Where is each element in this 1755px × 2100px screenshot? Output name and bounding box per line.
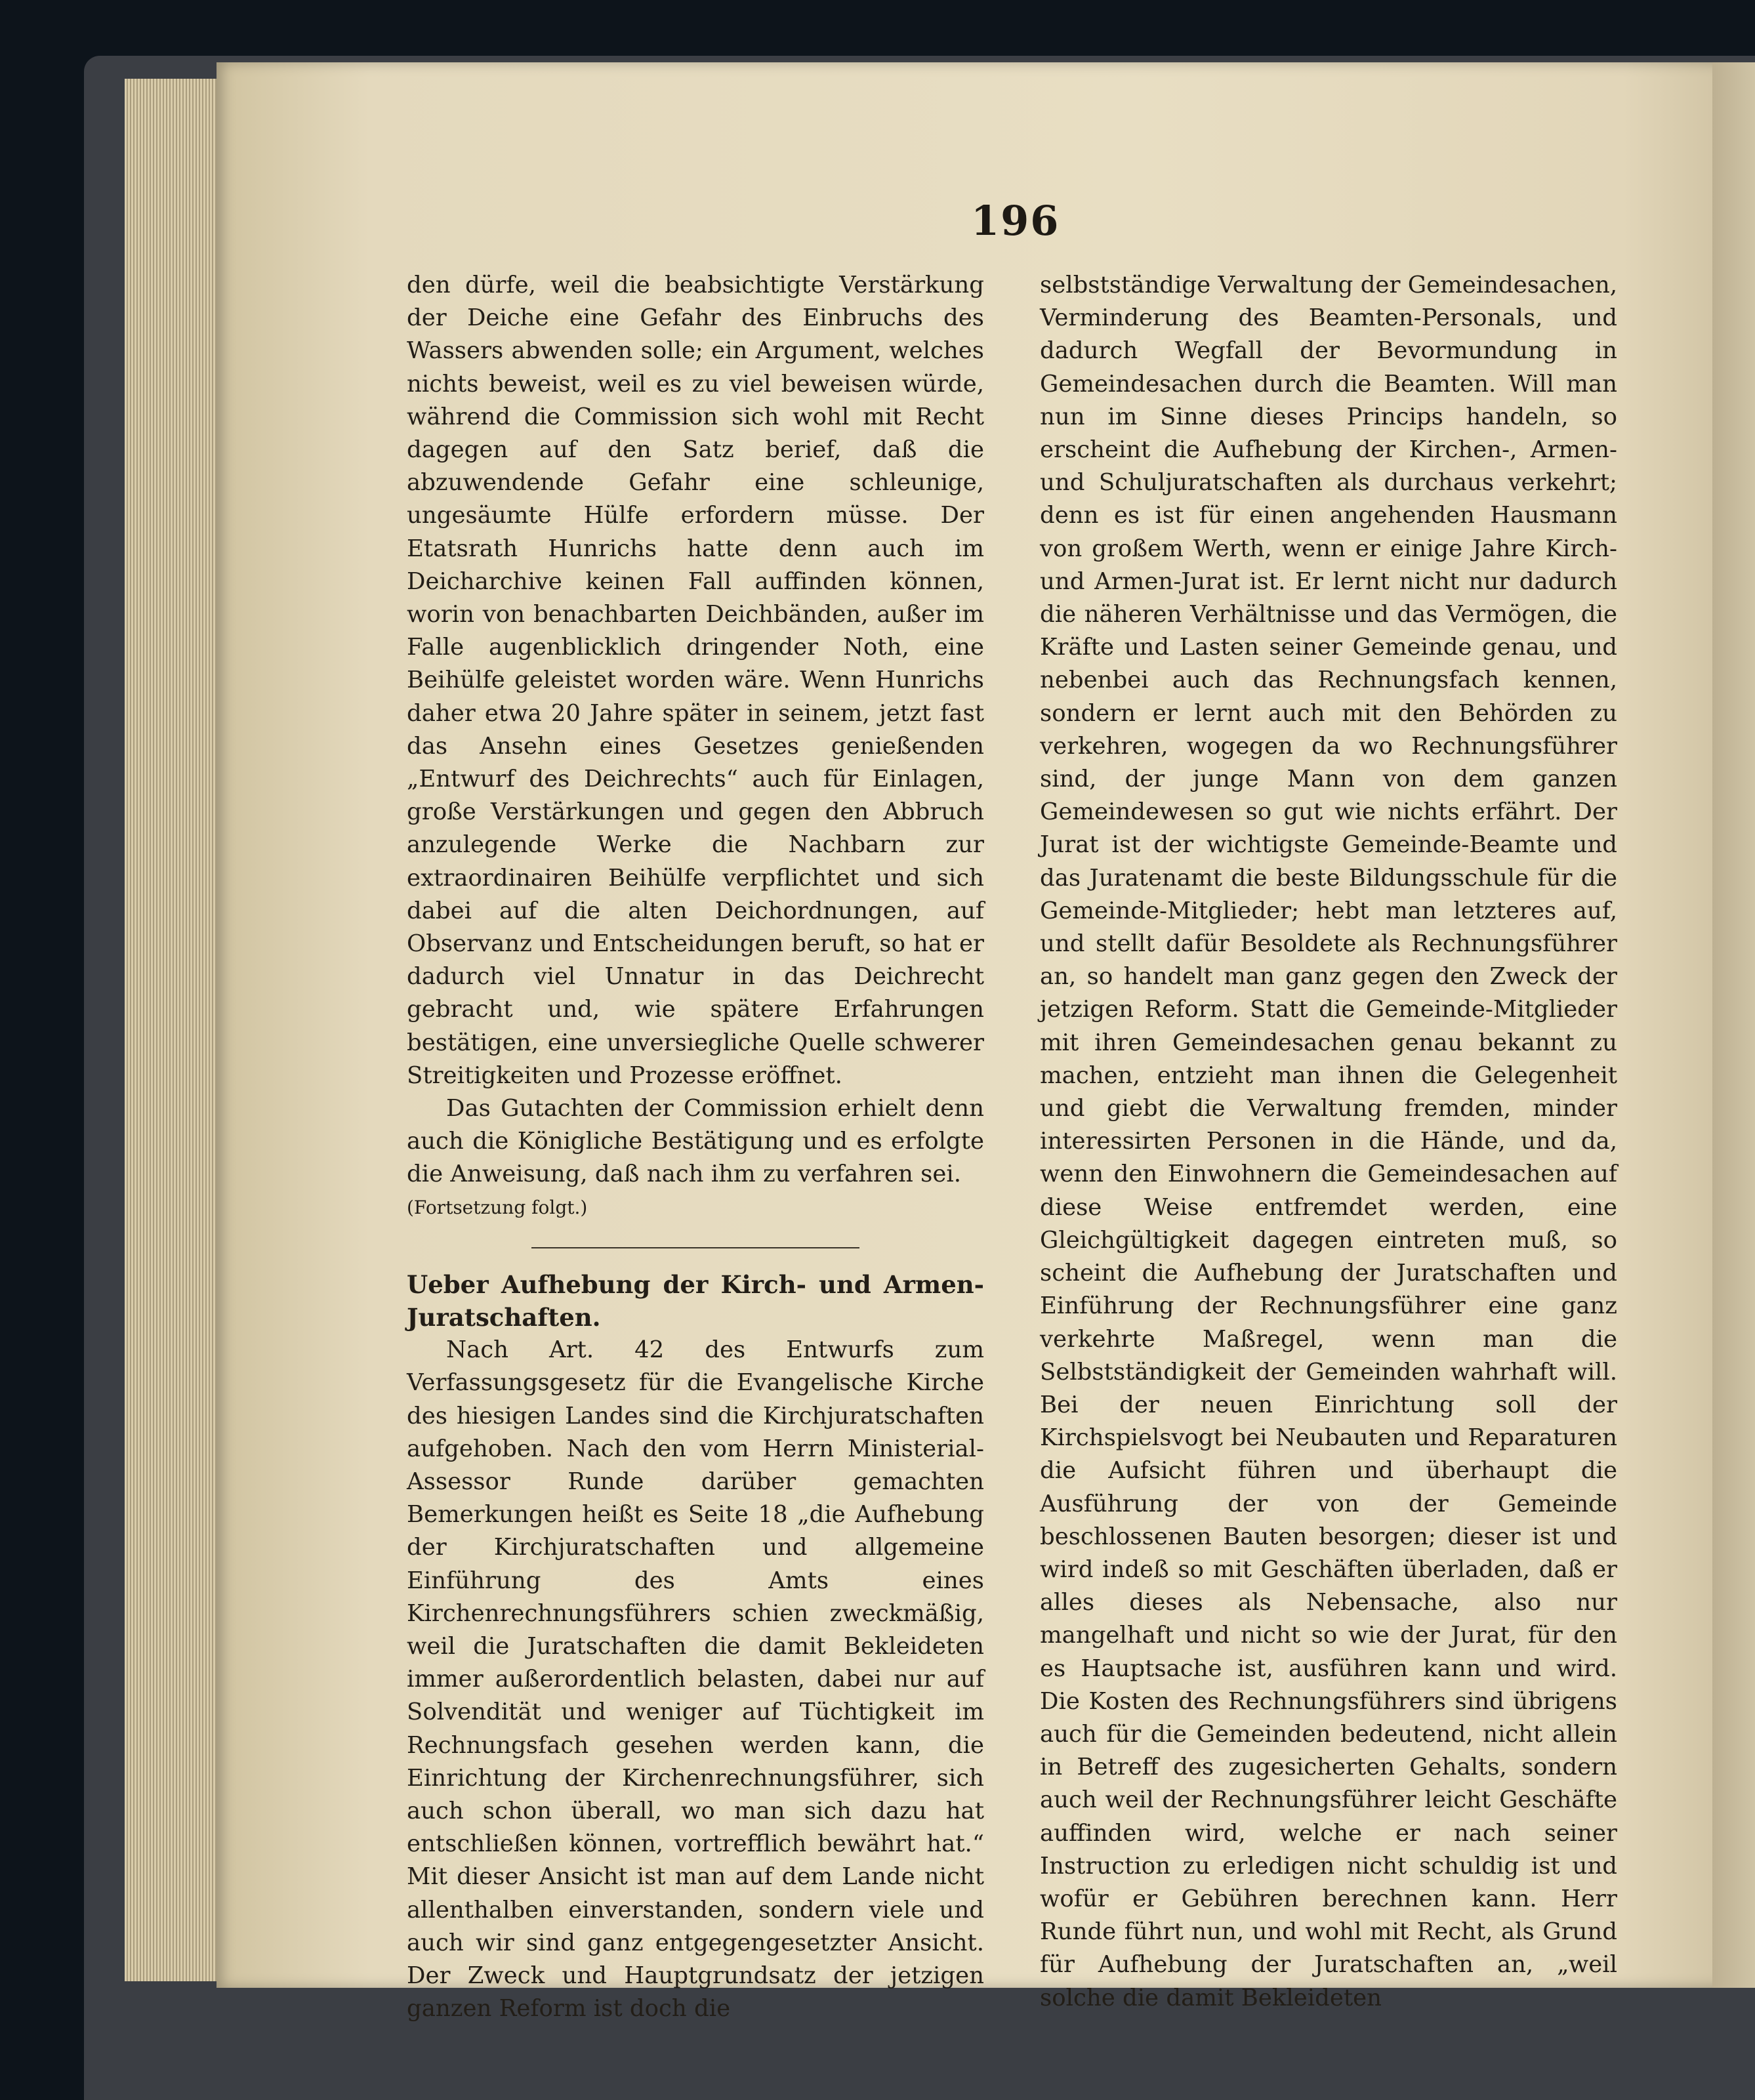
left-paragraph-3: Nach Art. 42 des Entwurfs zum Verfassungsgesetz für die Evangelische Kirche des hiesigen Landes sind die Kirchjuratschaften aufgehoben. Nach den vom Herrn Ministerial-Assessor Runde darüber gemachten Bemerkungen heißt es Seite 18 „die Aufhebung der Kirchjuratschaften und allgemeine Einführung des Amts eines Kirchenrechnungsführers schien zweckmäßig, weil die Juratschaften die damit Bekleideten immer außerordentlich belasten, dabei nur auf Solvendität und weniger auf Tüchtigkeit im Rechnungsfach gesehen werden kann, die Einrichtung der Kirchenrechnungsführer, sich auch schon überall, wo man sich dazu hat entschließen können, vortrefflich bewährt hat.“ Mit dieser Ansicht ist man auf dem Lande nicht allenthalben einverstanden, sondern viele und auch wir sind ganz entgegengesetzter Ansicht. Der Zweck und Hauptgrundsatz der jetzigen ganzen Reform ist doch die [407,1336,984,2023]
page-edges [125,79,223,1981]
left-column [407,269,984,2025]
page-number: 196 [971,197,1060,245]
facing-page-edge [1712,62,1755,1988]
right-paragraph-1: selbstständige Verwaltung der Gemeindesachen, Verminderung des Beamten-Personals, und dadurch Wegfall der Bevormundung in Gemeindesachen durch die Beamten. Will man nun im Sinne dieses Princips handeln, so erscheint die Aufhebung der Kirchen-, Armen- und Schuljuratschaften als durchaus verkehrt; denn es ist für einen angehenden Hausmann von großem Werth, wenn er einige Jahre Kirch- und Armen-Jurat ist. Er lernt nicht nur dadurch die näheren Verhältnisse und das Vermögen, die Kräfte und Lasten seiner Gemeinde genau, und nebenbei auch das Rechnungsfach kennen, sondern er lernt auch mit den Behörden zu verkehren, wogegen da wo Rechnungsführer sind, der junge Mann von dem ganzen Gemeindewesen so gut wie nichts erfährt. Der Jurat ist der wichtigste Gemeinde-Beamte und das Juratenamt die beste Bildungsschule für die Gemeinde-Mitglieder; hebt man letzteres auf, und stellt dafür Besoldete als Rechnungsführer an, so handelt man ganz gegen den Zweck der jetzigen Reform. Statt die Gemeinde-Mitglieder mit ihren Gemeindesachen genau bekannt zu machen, entzieht man ihnen die Gelegenheit und giebt die Verwaltung fremden, minder interessirten Personen in die Hände, und da, wenn den Einwohnern die Gemeindesachen auf diese Weise entfremdet werden, eine Gleichgültigkeit dagegen eintreten muß, so scheint die Aufhebung der Juratschaften und Einführung der Rechnungsführer eine ganz verkehrte Maßregel, wenn man die Selbstständigkeit der Gemeinden wahrhaft will. Bei der neuen Einrichtung soll der Kirchspielsvogt bei Neubauten und Reparaturen die Aufsicht führen und überhaupt die Ausführung der von der Gemeinde beschlossenen Bauten besorgen; dieser ist und wird indeß so mit Geschäften überladen, daß er alles dieses als Nebensache, also nur mangelhaft und nicht so wie der Jurat, für den es Hauptsache ist, ausführen kann und wird. Die Kosten des Rechnungsführers sind übrigens auch für die Gemeinden bedeutend, nicht allein in Betreff des zugesicherten Gehalts, sondern auch weil der Rechnungsführer leicht Geschäfte auffinden wird, welche er nach seiner Instruction zu erledigen nicht schuldig ist und wofür er Gebühren berechnen kann. Herr Runde führt nun, und wohl mit Recht, als Grund für Aufhebung der Juratschaften an, „weil solche die damit Bekleideten [1040,272,1617,2011]
section-divider [531,1247,859,1248]
left-paragraph-2: Das Gutachten der Commission erhielt denn auch die Königliche Bestätigung und es erfolgte die Anweisung, daß nach ihm zu verfahren sei. [407,1095,984,1188]
right-column [1040,269,1617,2015]
continuation-note: (Fortsetzung folgt.) [407,1196,588,1218]
article-heading: Ueber Aufhebung der Kirch- und Armen-Juratschaften. [407,1269,984,1332]
left-paragraph-1: den dürfe, weil die beabsichtigte Verstärkung der Deiche eine Gefahr des Einbruchs des Wassers abwenden solle; ein Argument, welches nichts beweist, weil es zu viel beweisen würde, während die Commission sich wohl mit Recht dagegen auf den Satz berief, daß die abzuwendende Gefahr eine schleunige, ungesäumte Hülfe erfordern müsse. Der Etatsrath Hunrichs hatte denn auch im Deicharchive keinen Fall auffinden können, worin von benachbarten Deichbänden, außer im Falle augenblicklich dringender Noth, eine Beihülfe geleistet worden wäre. Wenn Hunrichs daher etwa 20 Jahre später in seinem, jetzt fast das Ansehn eines Gesetzes genießenden „Entwurf des Deichrechts“ auch für Einlagen, große Verstärkungen und gegen den Abbruch anzulegende Werke die Nachbarn zur extraordinairen Beihülfe verpflichtet und sich dabei auf die alten Deichordnungen, auf Observanz und Entscheidungen beruft, so hat er dadurch viel Unnatur in das Deichrecht gebracht und, wie spätere Erfahrungen bestätigen, eine unversiegliche Quelle schwerer Streitigkeiten und Prozesse eröffnet. [407,272,984,1089]
